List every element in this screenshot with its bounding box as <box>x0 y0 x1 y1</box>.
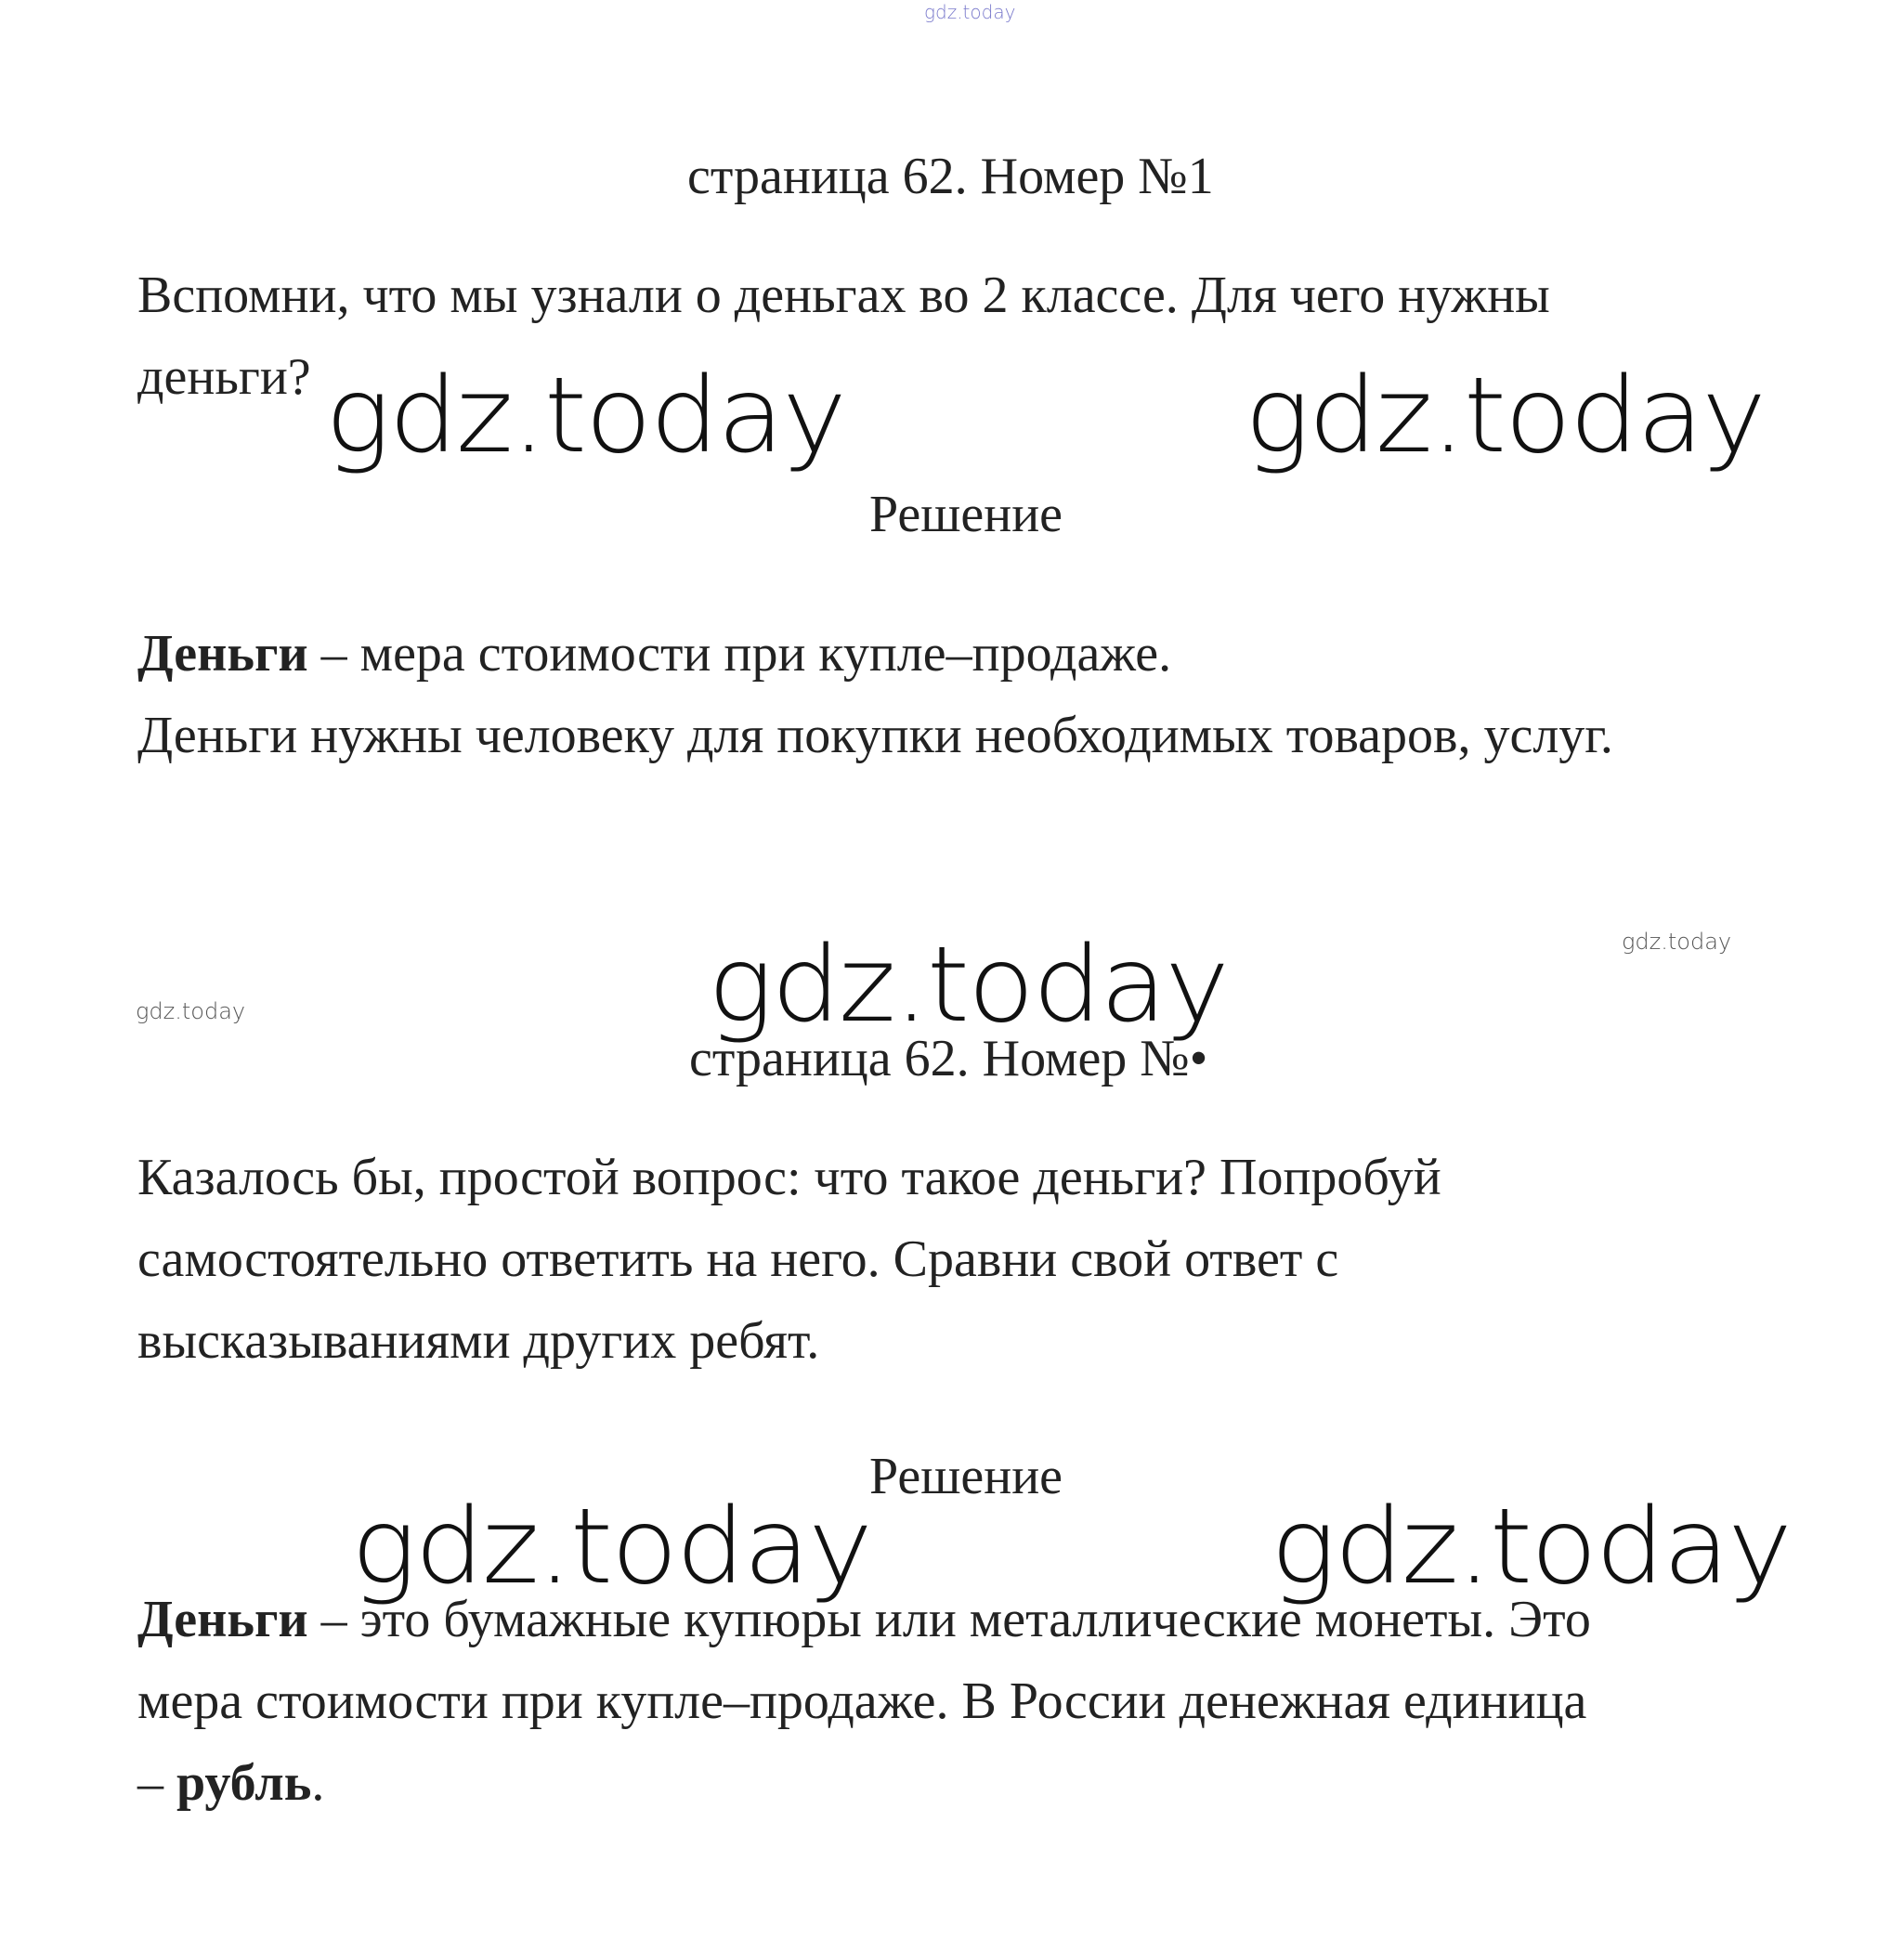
task2-question-line-1: Казалось бы, простой вопрос: что такое деньги? Попробуй <box>137 1149 1441 1206</box>
watermark-top: gdz.today <box>924 1 1016 23</box>
task2-answer-line-2: мера стоимости при купле–продаже. В России денежная единица <box>137 1672 1587 1730</box>
task1-answer-line-2: Деньги нужны человеку для покупки необходимых товаров, услуг. <box>137 707 1613 764</box>
watermark-large-4: gdz.today <box>351 1487 871 1607</box>
watermark-large-5: gdz.today <box>1271 1487 1791 1607</box>
task1-question-line-2: деньги? <box>137 348 311 406</box>
task2-answer-line-3 <box>137 1754 325 1812</box>
task2-answer-term: Деньги <box>137 1591 308 1648</box>
task2-answer-currency: рубль <box>176 1754 312 1812</box>
task2-heading: страница 62. Номер №• <box>689 1030 1208 1087</box>
task2-question-line-2: самостоятельно ответить на него. Сравни свой ответ с <box>137 1230 1339 1288</box>
watermark-small-left: gdz.today <box>136 998 246 1024</box>
task1-answer-definition: – мера стоимости при купле–продаже. <box>307 625 1172 683</box>
watermark-large-2: gdz.today <box>1245 356 1765 476</box>
task2-answer-dash: – <box>137 1754 176 1812</box>
task1-solution-label: Решение <box>869 486 1063 543</box>
watermark-large-1: gdz.today <box>325 356 845 476</box>
task1-question-line-1: Вспомни, что мы узнали о деньгах во 2 классе. Для чего нужны <box>137 267 1550 324</box>
task1-answer-term: Деньги <box>137 625 308 683</box>
task2-solution-label: Решение <box>869 1448 1063 1505</box>
task2-question-line-3: высказываниями других ребят. <box>137 1312 820 1370</box>
task2-answer-period: . <box>311 1754 325 1812</box>
watermark-large-3: gdz.today <box>708 925 1228 1046</box>
task1-heading: страница 62. Номер №1 <box>687 148 1214 205</box>
task2-answer-definition: – это бумажные купюры или металлические монеты. Это <box>307 1591 1591 1648</box>
watermark-small-right: gdz.today <box>1622 929 1732 955</box>
task2-answer-line-1 <box>137 1591 1591 1648</box>
task1-answer-line-1 <box>137 625 1172 683</box>
